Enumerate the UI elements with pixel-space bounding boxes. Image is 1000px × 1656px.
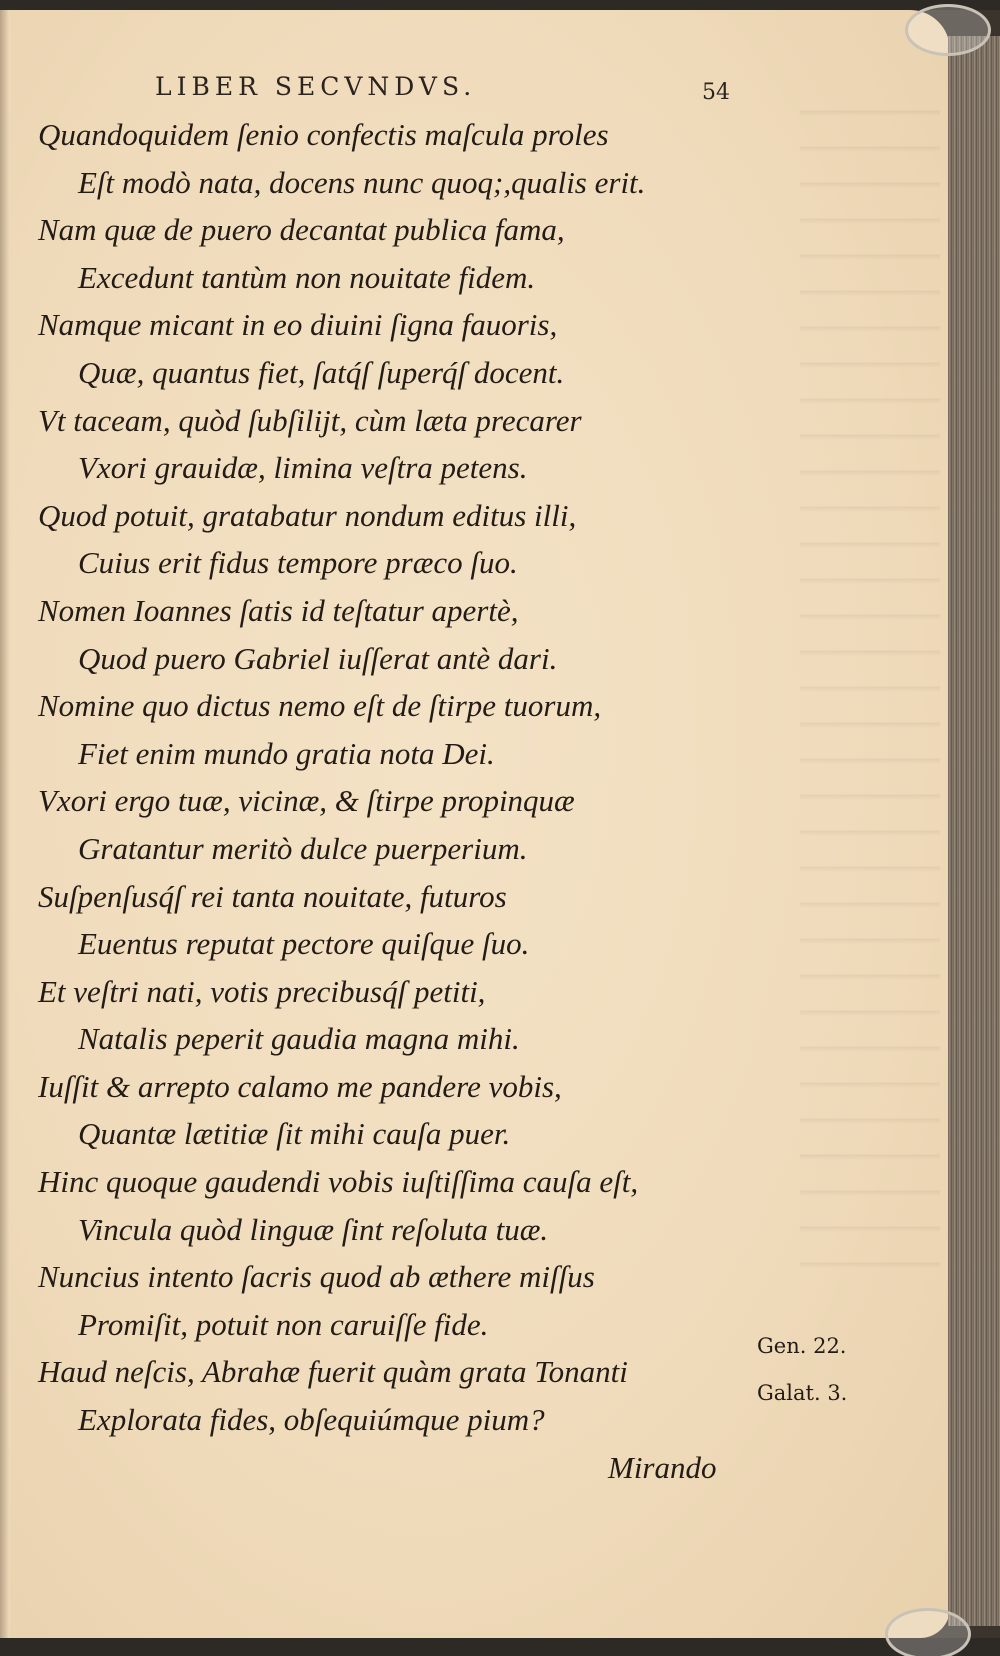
verse-line: Quod puero Gabriel iuſſerat antè dari. — [78, 640, 558, 676]
verse-line: Vxori grauidæ, limina veſtra petens. — [78, 450, 528, 486]
page-clip-bottom — [885, 1608, 971, 1656]
verse-body — [38, 111, 778, 1491]
verse-line: Et veſtri nati, votis precibusq́ſ petiti, — [38, 973, 486, 1009]
page-clip-top — [905, 4, 991, 56]
page-block-edges — [948, 36, 1000, 1626]
scan-top-border — [0, 0, 1000, 10]
verse-line: Nam quæ de puero decantat publica fama, — [38, 212, 565, 248]
verse-line: Euentus reputat pectore quiſque ſuo. — [78, 926, 530, 962]
verse-line: Vxori ergo tuæ, vicinæ, & ſtirpe propinquæ — [38, 783, 575, 819]
verse-line: Excedunt tantùm non nouitate fidem. — [78, 259, 536, 295]
scan-bottom-border — [0, 1638, 1000, 1656]
gutter-shadow — [0, 10, 10, 1638]
verse-line: Quæ, quantus fiet, ſatq́ſ ſuperq́ſ docent. — [78, 354, 565, 390]
verse-line: Iuſſit & arrepto calamo me pandere vobis, — [38, 1068, 562, 1104]
verse-line: Explorata fides, obſequiúmque pium? — [78, 1402, 545, 1438]
verse-line: Suſpenſusq́ſ rei tanta nouitate, futuros — [38, 878, 507, 914]
running-title: LIBER SECVNDVS. — [155, 72, 477, 101]
verse-line: Hinc quoque gaudendi vobis iuſtiſſima cauſa eſt, — [38, 1164, 639, 1200]
verse-line: Fiet enim mundo gratia nota Dei. — [78, 735, 495, 771]
catchword: Mirando — [608, 1449, 717, 1485]
verse-line: Nuncius intento ſacris quod ab æthere miſſus — [38, 1259, 595, 1295]
verse-line: Haud neſcis, Abrahæ fuerit quàm grata Tonanti — [38, 1354, 628, 1390]
verse-line: Natalis peperit gaudia magna mihi. — [78, 1021, 520, 1057]
page-number: 54 — [702, 80, 730, 105]
marginal-notes — [757, 1334, 847, 1428]
marginal-note: Galat. 3. — [757, 1381, 848, 1405]
verse-line: Quod potuit, gratabatur nondum editus illi, — [38, 497, 577, 533]
marginal-note: Gen. 22. — [757, 1334, 847, 1358]
verse-line: Cuius erit fidus tempore præco ſuo. — [78, 545, 518, 581]
verse-line: Promiſit, potuit non caruiſſe fide. — [78, 1306, 489, 1342]
verse-line: Namque micant in eo diuini ſigna fauoris, — [38, 307, 558, 343]
verse-line: Quantæ lætitiæ ſit mihi cauſa puer. — [78, 1116, 511, 1152]
verse-line: Nomen Ioannes ſatis id teſtatur apertè, — [38, 592, 519, 628]
verse-line: Quandoquidem ſenio confectis maſcula proles — [38, 117, 609, 152]
verse-line: Vt taceam, quòd ſubſiliјt, cùm læta precarer — [38, 402, 582, 438]
verse-line: Vincula quòd linguæ ſint reſoluta tuæ. — [78, 1211, 549, 1247]
verse-line: Gratantur meritò dulce puerperium. — [78, 830, 528, 866]
verse-line: Eſt modò nata, docens nunc quoq;,qualis erit. — [78, 164, 646, 200]
verse-line: Nomine quo dictus nemo eſt de ſtirpe tuorum, — [38, 688, 602, 724]
